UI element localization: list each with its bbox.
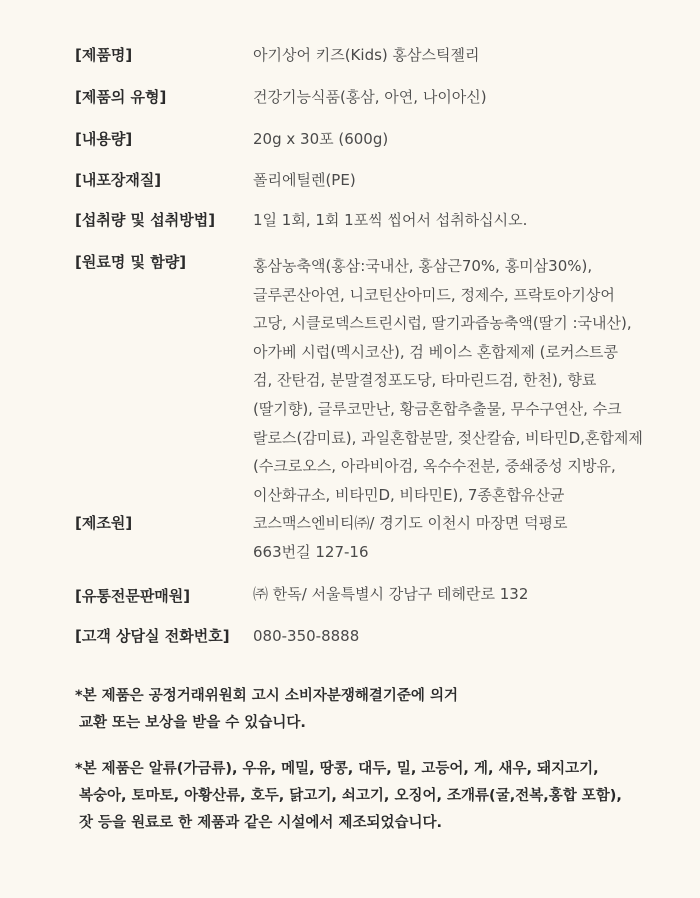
notice-line: *본 제품은 알류(가금류), 우유, 메밀, 땅콩, 대두, 밀, 고등어, 게, 새우, 돼지고기, <box>75 761 599 777</box>
info-label: [제품의 유형] <box>75 88 167 106</box>
info-value-line: (딸기향), 글루코만난, 황금혼합추출물, 무수구연산, 수크 <box>253 399 622 418</box>
info-value-line: 글루콘산아연, 니코틴산아미드, 정제수, 프락토아기상어 <box>253 285 615 304</box>
info-value-line: 아기상어 키즈(Kids) 홍삼스틱젤리 <box>253 46 480 64</box>
info-value <box>253 41 663 70</box>
info-value-line: 건강기능식품(홍삼, 아연, 나이아신) <box>253 88 487 106</box>
info-label: [섭취량 및 섭취방법] <box>75 211 216 229</box>
info-value-line: 1일 1회, 1회 1포씩 씹어서 섭취하십시오. <box>253 211 528 229</box>
info-value-line: 아가베 시럽(멕시코산), 검 베이스 혼합제제 (로커스트콩 <box>253 342 618 361</box>
info-value <box>253 83 663 112</box>
info-value-line: 홍삼농축액(홍삼:국내산, 홍삼근70%, 홍미삼30%), <box>253 257 593 275</box>
info-label: [내용량] <box>75 130 133 148</box>
info-label: [제품명] <box>75 46 133 64</box>
info-value <box>253 622 663 651</box>
notice-line: 복숭아, 토마토, 아황산류, 호두, 닭고기, 쇠고기, 오징어, 조개류(굴,전복,홍합 포함), <box>79 788 622 804</box>
info-value <box>253 252 663 509</box>
info-label: [제조원] <box>75 514 133 532</box>
info-value-line: 랄로스(감미료), 과일혼합분말, 젖산칼슘, 비타민D,혼합제제 <box>253 428 643 447</box>
notice-line: *본 제품은 공정거래위원회 고시 소비자분쟁해결기준에 의거 <box>75 688 458 704</box>
notice-exchange <box>75 683 675 737</box>
info-label: [내포장재질] <box>75 171 162 189</box>
info-value-line: 20g x 30포 (600g) <box>253 130 389 148</box>
info-value-line: 검, 잔탄검, 분말결정포도당, 타마린드검, 한천), 향료 <box>253 371 597 390</box>
info-value <box>253 125 663 154</box>
info-value-line: 고당, 시클로덱스트린시럽, 딸기과즙농축액(딸기 :국내산), <box>253 314 632 333</box>
info-value-line: ㈜ 한독/ 서울특별시 강남구 테헤란로 132 <box>253 585 529 603</box>
notice-line: 잣 등을 원료로 한 제품과 같은 시설에서 제조되었습니다. <box>79 815 443 831</box>
notice-line: 교환 또는 보상을 받을 수 있습니다. <box>79 715 306 731</box>
info-label: [유통전문판매원] <box>75 587 191 605</box>
info-value-line: 폴리에틸렌(PE) <box>253 171 356 189</box>
info-value <box>253 580 663 609</box>
info-value <box>253 509 663 566</box>
info-label: [고객 상담실 전화번호] <box>75 627 230 645</box>
info-value-line: 이산화규소, 비타민D, 비타민E), 7종혼합유산균 <box>253 485 565 504</box>
info-value-line: (수크로오스, 아라비아검, 옥수수전분, 중쇄중성 지방유, <box>253 457 616 476</box>
info-value-line: 코스맥스엔비티㈜/ 경기도 이천시 마장면 덕평로 <box>253 514 568 532</box>
info-value-line: 663번길 127-16 <box>253 542 369 561</box>
info-value-line: 080-350-8888 <box>253 627 360 645</box>
info-value <box>253 166 663 195</box>
notice-allergen <box>75 756 675 837</box>
info-label: [원료명 및 함량] <box>75 253 187 271</box>
info-value <box>253 206 663 235</box>
